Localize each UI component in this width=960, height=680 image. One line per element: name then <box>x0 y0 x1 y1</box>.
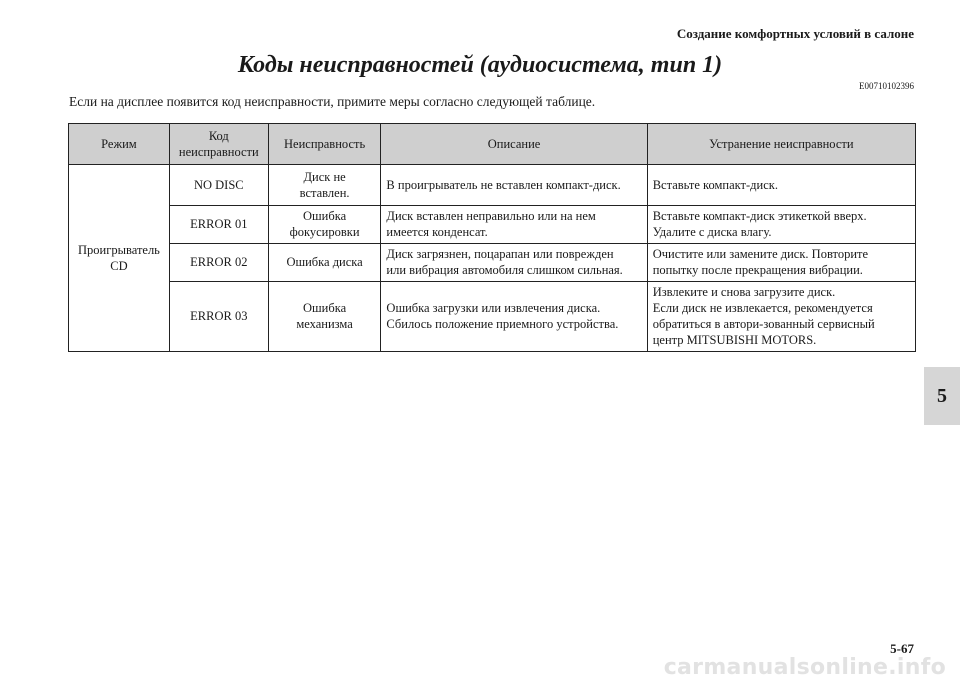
remedy-cell: Извлеките и снова загрузите диск. Если диск не извлекается, рекомендуется обратиться в автори-зованный сервисный центр MITSUBISHI MOTORS. <box>647 281 915 351</box>
table-header-row <box>69 124 916 165</box>
description-cell: Диск вставлен неправильно или на нем имеется конденсат. <box>381 206 647 244</box>
description-cell: В проигрыватель не вставлен компакт-диск. <box>381 165 647 206</box>
remedy-cell: Вставьте компакт-диск. <box>647 165 915 206</box>
description-cell: Ошибка загрузки или извлечения диска. Сбилось положение приемного устройства. <box>381 281 647 351</box>
page-title: Коды неисправностей (аудиосистема, тип 1) <box>237 52 723 78</box>
code-cell: NO DISC <box>169 165 268 206</box>
intro-text: Если на дисплее появится код неисправности, примите меры согласно следующей таблице. <box>69 94 596 109</box>
header-fault: Неисправность <box>268 124 381 165</box>
table-row <box>69 243 916 281</box>
chapter-tab: 5 <box>924 367 960 425</box>
description-cell: Диск загрязнен, поцарапан или поврежден или вибрация автомобиля слишком сильная. <box>381 243 647 281</box>
table-row <box>69 281 916 351</box>
fault-cell: Ошибка механизма <box>268 281 381 351</box>
document-code: E00710102396 <box>859 81 914 91</box>
header-code: Код неисправности <box>169 124 268 165</box>
watermark: carmanualsonline.info <box>663 655 946 680</box>
code-cell: ERROR 02 <box>169 243 268 281</box>
table-row <box>69 165 916 206</box>
code-cell: ERROR 03 <box>169 281 268 351</box>
header-remedy: Устранение неисправности <box>647 124 915 165</box>
remedy-cell: Вставьте компакт-диск этикеткой вверх. Удалите с диска влагу. <box>647 206 915 244</box>
section-header: Создание комфортных условий в салоне <box>676 26 914 41</box>
page-number: 5-67 <box>890 641 914 656</box>
table-row <box>69 206 916 244</box>
mode-cell: Проигрыватель CD <box>69 165 170 352</box>
header-mode: Режим <box>69 124 170 165</box>
remedy-cell: Очистите или замените диск. Повторите попытку после прекращения вибрации. <box>647 243 915 281</box>
header-description: Описание <box>381 124 647 165</box>
code-cell: ERROR 01 <box>169 206 268 244</box>
fault-cell: Ошибка фокусировки <box>268 206 381 244</box>
fault-cell: Ошибка диска <box>268 243 381 281</box>
fault-codes-table <box>68 123 916 352</box>
fault-cell: Диск не вставлен. <box>268 165 381 206</box>
